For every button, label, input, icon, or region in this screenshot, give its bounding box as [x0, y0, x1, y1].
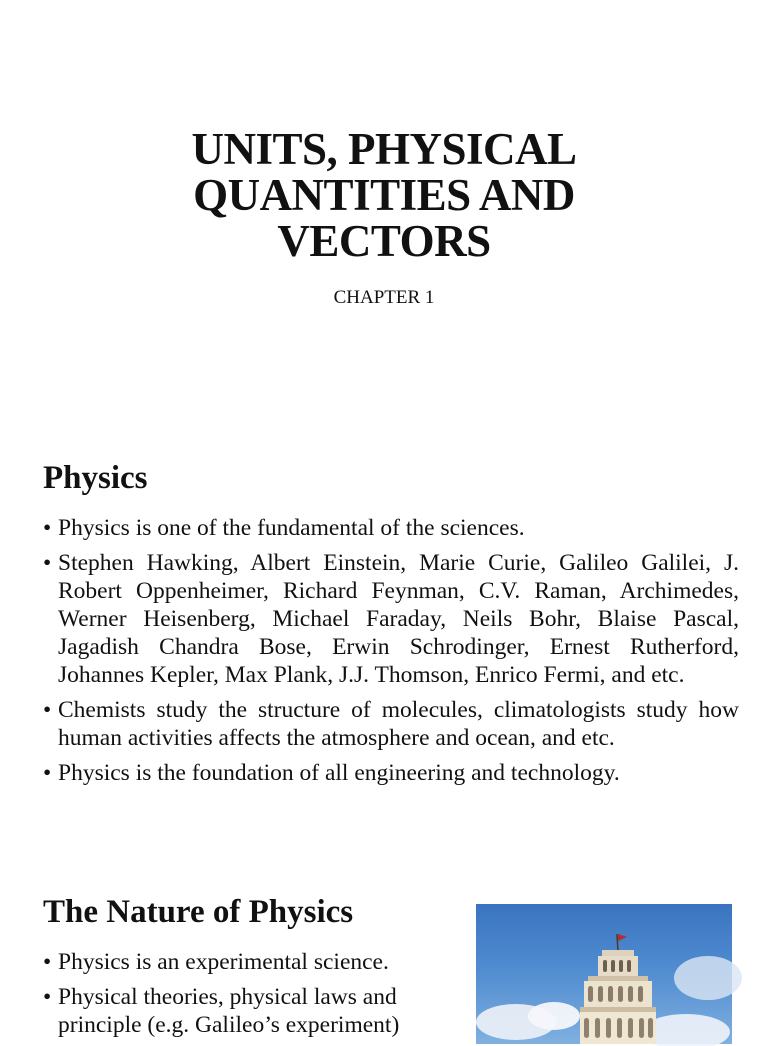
main-title-line-1: UNITS, PHYSICAL [191, 124, 577, 174]
main-title [0, 126, 768, 264]
chapter-label: CHAPTER 1 [333, 287, 435, 308]
physics-slide [0, 430, 768, 870]
nature-heading: The Nature of Physics [43, 894, 354, 930]
tower-illustration [476, 904, 732, 1044]
leaning-tower-of-pisa-photo [476, 904, 732, 1044]
main-title-line-3: VECTORS [277, 216, 491, 266]
title-slide [0, 0, 768, 430]
nature-slide [0, 870, 768, 1038]
list-item: • Chemists study the structure of molecules, climatologists study how human activities affects the atmosphere and ocean, and etc. [43, 696, 739, 752]
nature-bullet-list [43, 948, 463, 1046]
physics-bullet-list [43, 514, 739, 794]
main-title-line-2: QUANTITIES AND [193, 170, 575, 220]
list-item: • Physical theories, physical laws and principle (e.g. Galileo’s experiment) [43, 983, 463, 1039]
list-item: • Stephen Hawking, Albert Einstein, Marie Curie, Galileo Galilei, J. Robert Oppenheimer, Richard Feynman, C.V. Raman, Archimedes, Werner Heisenberg, Michael Faraday, Neils Bohr, Blaise Pascal, Jagadish Chandra Bose, Erwin Schrodinger, Ernest Rutherford, Johannes Kepler, Max Plank, J.J. Thomson, Enrico Fermi, and etc. [43, 549, 739, 689]
physics-heading: Physics [43, 460, 148, 496]
list-item: • Physics is the foundation of all engineering and technology. [43, 759, 739, 787]
list-item: • Physics is an experimental science. [43, 948, 463, 976]
list-item: • Physics is one of the fundamental of the sciences. [43, 514, 739, 542]
